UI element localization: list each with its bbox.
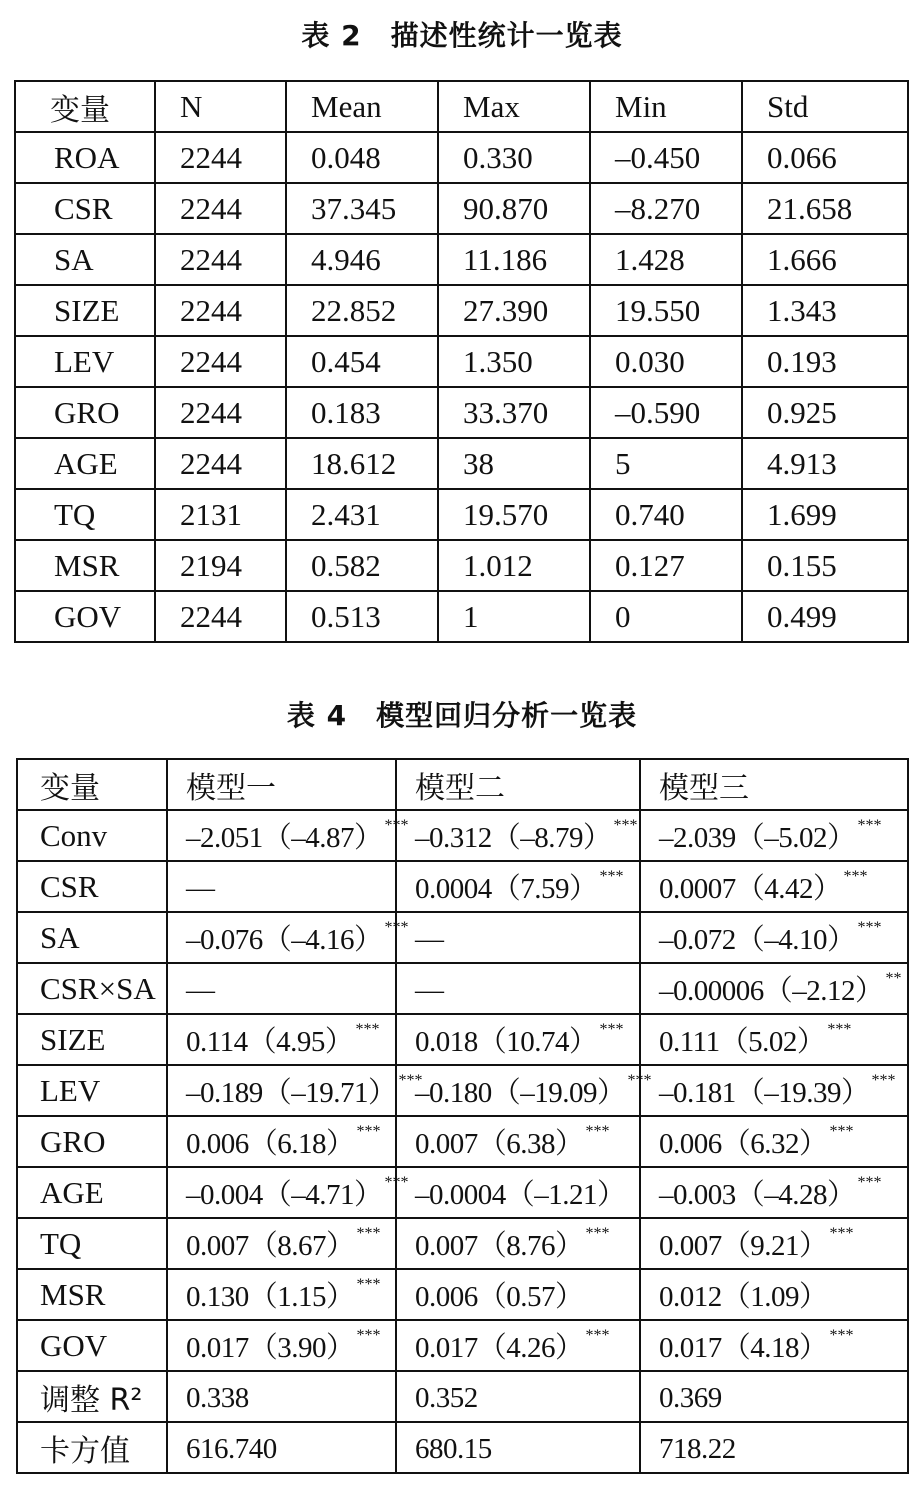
variable-name: TQ <box>17 1218 167 1269</box>
coefficient-value: 718.22 <box>659 1432 736 1465</box>
table-header-row <box>15 81 908 132</box>
coefficient-value: 680.15 <box>415 1432 492 1465</box>
coefficient-value: — <box>186 973 215 1006</box>
significance-stars: *** <box>356 1123 381 1140</box>
table-cell: 1.012 <box>438 540 590 591</box>
coefficient-value: 0.114（4.95） <box>186 1026 354 1058</box>
coefficient-cell <box>640 1422 908 1473</box>
table-cell: 0.066 <box>742 132 908 183</box>
table-cell: 2244 <box>155 234 286 285</box>
variable-name: MSR <box>15 540 155 591</box>
coefficient-value: 0.352 <box>415 1381 478 1414</box>
significance-stars: *** <box>857 1174 882 1191</box>
table-row <box>15 234 908 285</box>
column-header: N <box>155 81 286 132</box>
coefficient-cell <box>396 1269 640 1320</box>
variable-name: SA <box>15 234 155 285</box>
variable-name: SIZE <box>15 285 155 336</box>
coefficient-cell <box>396 1167 640 1218</box>
table-cell: 0.582 <box>286 540 438 591</box>
coefficient-cell <box>396 1320 640 1371</box>
table-cell: 2131 <box>155 489 286 540</box>
column-header: 模型二 <box>396 759 640 810</box>
table-row <box>17 1269 908 1320</box>
significance-stars: *** <box>384 1174 409 1191</box>
regression-table <box>16 758 909 1474</box>
descriptive-stats-table <box>14 80 909 643</box>
coefficient-value: — <box>415 922 444 955</box>
coefficient-value: 0.006（6.18） <box>186 1128 355 1160</box>
table-cell: 22.852 <box>286 285 438 336</box>
coefficient-value: 0.0007（4.42） <box>659 873 842 905</box>
table-cell: 2244 <box>155 438 286 489</box>
variable-name: Conv <box>17 810 167 861</box>
coefficient-cell <box>396 1218 640 1269</box>
coefficient-value: 0.007（8.67） <box>186 1230 355 1262</box>
coefficient-value: –0.003（–4.28） <box>659 1179 856 1211</box>
table-row <box>17 1218 908 1269</box>
coefficient-value: –0.004（–4.71） <box>186 1179 383 1211</box>
variable-name: 调整 R² <box>17 1371 167 1422</box>
table-cell: 1 <box>438 591 590 642</box>
coefficient-value: –0.076（–4.16） <box>186 924 383 956</box>
table4-title: 表 4 模型回归分析一览表 <box>286 699 638 732</box>
table-cell: 37.345 <box>286 183 438 234</box>
table-cell: 0.499 <box>742 591 908 642</box>
table-cell: 90.870 <box>438 183 590 234</box>
table-cell: 0.155 <box>742 540 908 591</box>
coefficient-cell <box>167 1065 423 1116</box>
table-cell: 1.428 <box>590 234 742 285</box>
table-cell: 5 <box>590 438 742 489</box>
coefficient-value: –0.180（–19.09） <box>415 1077 626 1109</box>
coefficient-value: –0.0004（–1.21） <box>415 1179 626 1211</box>
coefficient-value: 0.006（0.57） <box>415 1281 584 1313</box>
significance-stars: *** <box>613 817 638 834</box>
significance-stars: *** <box>355 1021 380 1038</box>
table-cell: 19.570 <box>438 489 590 540</box>
table-row <box>17 861 908 912</box>
significance-stars: *** <box>843 868 868 885</box>
table-row <box>15 489 908 540</box>
table-row <box>15 183 908 234</box>
table-cell: 33.370 <box>438 387 590 438</box>
coefficient-cell <box>167 1269 396 1320</box>
coefficient-cell <box>640 1320 908 1371</box>
coefficient-value: 0.111（5.02） <box>659 1026 826 1058</box>
variable-name: GOV <box>17 1320 167 1371</box>
table-row <box>15 132 908 183</box>
coefficient-cell <box>640 861 908 912</box>
table-cell: 2244 <box>155 591 286 642</box>
column-header: Std <box>742 81 908 132</box>
table-cell: 0.330 <box>438 132 590 183</box>
table2-title: 表 2 描述性统计一览表 <box>301 19 623 52</box>
coefficient-value: 0.0004（7.59） <box>415 873 598 905</box>
significance-stars: *** <box>599 868 624 885</box>
table-row <box>17 912 908 963</box>
coefficient-cell <box>640 810 908 861</box>
table-cell: 4.913 <box>742 438 908 489</box>
table-cell: –8.270 <box>590 183 742 234</box>
variable-name: MSR <box>17 1269 167 1320</box>
variable-name: CSR <box>17 861 167 912</box>
variable-name: GRO <box>17 1116 167 1167</box>
table-row <box>15 591 908 642</box>
significance-stars: *** <box>384 919 409 936</box>
coefficient-cell <box>167 963 396 1014</box>
column-header: Min <box>590 81 742 132</box>
coefficient-value: 0.369 <box>659 1381 722 1414</box>
table-cell: 2244 <box>155 183 286 234</box>
coefficient-value: 0.018（10.74） <box>415 1026 598 1058</box>
variable-name: LEV <box>15 336 155 387</box>
significance-stars: *** <box>585 1123 610 1140</box>
coefficient-cell <box>396 810 640 861</box>
significance-stars: *** <box>356 1225 381 1242</box>
table-row <box>17 810 908 861</box>
significance-stars: *** <box>585 1327 610 1344</box>
coefficient-value: 0.006（6.32） <box>659 1128 828 1160</box>
table-cell: 0.740 <box>590 489 742 540</box>
coefficient-cell <box>640 912 908 963</box>
variable-name: AGE <box>17 1167 167 1218</box>
coefficient-cell <box>640 1269 908 1320</box>
variable-name: SIZE <box>17 1014 167 1065</box>
table-cell: 2244 <box>155 285 286 336</box>
coefficient-value: –2.051（–4.87） <box>186 822 383 854</box>
variable-name: TQ <box>15 489 155 540</box>
table-cell: 0.183 <box>286 387 438 438</box>
coefficient-value: 0.017（4.18） <box>659 1332 828 1364</box>
coefficient-cell <box>640 1065 908 1116</box>
column-header: 变量 <box>15 81 155 132</box>
significance-stars: *** <box>829 1327 854 1344</box>
table-cell: 1.699 <box>742 489 908 540</box>
significance-stars: *** <box>599 1021 624 1038</box>
coefficient-cell <box>167 1167 409 1218</box>
table-row <box>17 1371 908 1422</box>
coefficient-value: –0.00006（–2.12） <box>659 975 884 1007</box>
table-cell: 1.350 <box>438 336 590 387</box>
significance-stars: *** <box>627 1072 652 1089</box>
table-cell: 18.612 <box>286 438 438 489</box>
coefficient-cell <box>640 1218 908 1269</box>
coefficient-value: 0.007（8.76） <box>415 1230 584 1262</box>
significance-stars: *** <box>827 1021 852 1038</box>
table-cell: 1.343 <box>742 285 908 336</box>
significance-stars: *** <box>398 1072 423 1089</box>
table-row <box>17 1167 908 1218</box>
table-cell: 27.390 <box>438 285 590 336</box>
significance-stars: *** <box>871 1072 896 1089</box>
table-row <box>17 1065 908 1116</box>
significance-stars: *** <box>857 817 882 834</box>
table-row <box>15 387 908 438</box>
table-row <box>17 1014 908 1065</box>
coefficient-value: 0.017（4.26） <box>415 1332 584 1364</box>
table-cell: 0.048 <box>286 132 438 183</box>
table-cell: 21.658 <box>742 183 908 234</box>
coefficient-cell <box>167 810 409 861</box>
significance-stars: *** <box>585 1225 610 1242</box>
coefficient-cell <box>396 1014 640 1065</box>
coefficient-value: –0.312（–8.79） <box>415 822 612 854</box>
table-cell: 2.431 <box>286 489 438 540</box>
column-header: 模型三 <box>640 759 908 810</box>
significance-stars: ** <box>885 970 902 987</box>
table-row <box>17 1320 908 1371</box>
variable-name: AGE <box>15 438 155 489</box>
coefficient-value: 0.338 <box>186 1381 249 1414</box>
coefficient-cell <box>396 912 640 963</box>
variable-name: GOV <box>15 591 155 642</box>
coefficient-cell <box>167 1371 396 1422</box>
table-cell: 0.127 <box>590 540 742 591</box>
coefficient-cell <box>396 1422 640 1473</box>
table-cell: 0.454 <box>286 336 438 387</box>
coefficient-cell <box>640 1371 908 1422</box>
variable-name: GRO <box>15 387 155 438</box>
table-cell: 4.946 <box>286 234 438 285</box>
coefficient-value: — <box>415 973 444 1006</box>
variable-name: SA <box>17 912 167 963</box>
coefficient-value: 0.017（3.90） <box>186 1332 355 1364</box>
variable-name: 卡方值 <box>17 1422 167 1473</box>
coefficient-value: –0.072（–4.10） <box>659 924 856 956</box>
coefficient-cell <box>167 1014 396 1065</box>
coefficient-cell <box>167 861 396 912</box>
significance-stars: *** <box>829 1123 854 1140</box>
significance-stars: *** <box>384 817 409 834</box>
coefficient-value: 0.130（1.15） <box>186 1281 355 1313</box>
coefficient-value: 0.007（9.21） <box>659 1230 828 1262</box>
coefficient-value: –2.039（–5.02） <box>659 822 856 854</box>
table-row <box>15 336 908 387</box>
coefficient-cell <box>167 912 409 963</box>
table-row <box>15 540 908 591</box>
table-cell: 0.030 <box>590 336 742 387</box>
table-row <box>17 1116 908 1167</box>
coefficient-cell <box>396 963 640 1014</box>
coefficient-value: 616.740 <box>186 1432 277 1465</box>
coefficient-cell <box>396 1116 640 1167</box>
table-cell: 2194 <box>155 540 286 591</box>
table-cell: 11.186 <box>438 234 590 285</box>
column-header: 变量 <box>17 759 167 810</box>
table-cell: 0.925 <box>742 387 908 438</box>
coefficient-cell <box>167 1218 396 1269</box>
coefficient-cell <box>396 1065 652 1116</box>
coefficient-cell <box>396 1371 640 1422</box>
coefficient-cell <box>167 1320 396 1371</box>
coefficient-cell <box>640 1014 908 1065</box>
coefficient-value: — <box>186 871 215 904</box>
table-cell: 2244 <box>155 132 286 183</box>
coefficient-value: 0.012（1.09） <box>659 1281 828 1313</box>
coefficient-cell <box>640 1116 908 1167</box>
column-header: 模型一 <box>167 759 396 810</box>
table-cell: –0.450 <box>590 132 742 183</box>
coefficient-cell <box>640 1167 908 1218</box>
variable-name: CSR <box>15 183 155 234</box>
significance-stars: *** <box>356 1327 381 1344</box>
coefficient-cell <box>640 963 908 1014</box>
coefficient-value: –0.189（–19.71） <box>186 1077 397 1109</box>
table-row <box>15 438 908 489</box>
table-cell: 0.193 <box>742 336 908 387</box>
coefficient-value: –0.181（–19.39） <box>659 1077 870 1109</box>
variable-name: LEV <box>17 1065 167 1116</box>
table-cell: 1.666 <box>742 234 908 285</box>
column-header: Max <box>438 81 590 132</box>
table-cell: 0.513 <box>286 591 438 642</box>
table-cell: 38 <box>438 438 590 489</box>
coefficient-cell <box>167 1116 396 1167</box>
table-row <box>17 1422 908 1473</box>
table-header-row <box>17 759 908 810</box>
variable-name: CSR×SA <box>17 963 167 1014</box>
table-cell: 0 <box>590 591 742 642</box>
table-cell: 2244 <box>155 387 286 438</box>
table-cell: 19.550 <box>590 285 742 336</box>
significance-stars: *** <box>356 1276 381 1293</box>
table-row <box>17 963 908 1014</box>
table-cell: 2244 <box>155 336 286 387</box>
coefficient-value: 0.007（6.38） <box>415 1128 584 1160</box>
coefficient-cell <box>396 861 640 912</box>
variable-name: ROA <box>15 132 155 183</box>
table-row <box>15 285 908 336</box>
significance-stars: *** <box>829 1225 854 1242</box>
coefficient-cell <box>167 1422 396 1473</box>
significance-stars: *** <box>857 919 882 936</box>
table-cell: –0.590 <box>590 387 742 438</box>
column-header: Mean <box>286 81 438 132</box>
